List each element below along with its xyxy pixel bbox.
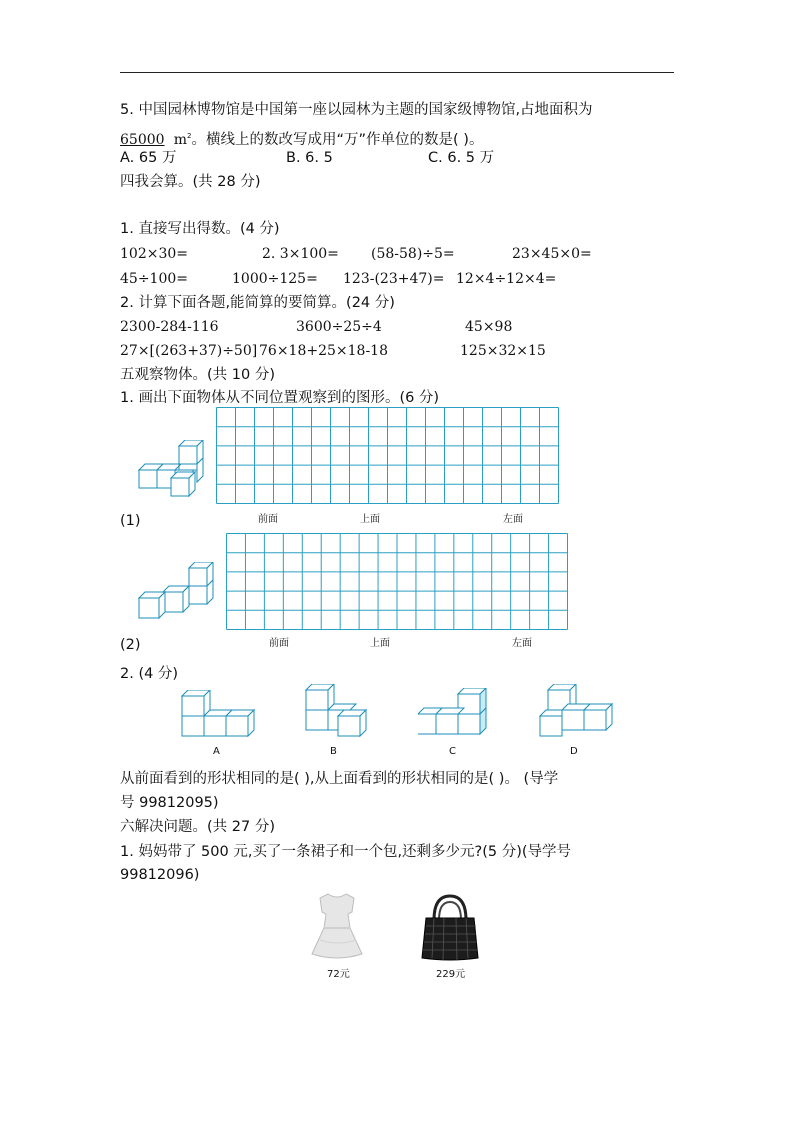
label-left-2: 左面	[512, 638, 532, 649]
area-exponent: 2	[187, 132, 192, 140]
option-label-c: C	[449, 746, 456, 757]
option-label-d: D	[570, 746, 578, 757]
dress-image	[310, 892, 364, 962]
label-left-1: 左面	[503, 514, 523, 525]
sec6-q1-text-1: 1. 妈妈带了 500 元,买了一条裙子和一个包,还剩多少元?(5 分)(导学号	[120, 844, 572, 860]
handbag-image	[420, 894, 480, 962]
part-1-label: (1)	[120, 513, 141, 529]
calc-item: 2. 3×100=	[262, 246, 339, 262]
sec6-q1-text-2: 99812096)	[120, 867, 200, 883]
label-front-1: 前面	[258, 514, 278, 525]
q5-option-a: A. 65 万	[120, 150, 177, 166]
sec5-q2-text-2: 号 99812095)	[120, 795, 219, 811]
sec5-q2-text-1: 从前面看到的形状相同的是( ),从上面看到的形状相同的是( )。 (导学	[120, 771, 559, 787]
calc-item: 76×18+25×18-18	[259, 343, 388, 359]
calc-item: 3600÷25÷4	[296, 319, 382, 335]
sec4-q1-title: 1. 直接写出得数。(4 分)	[120, 221, 280, 237]
cube-figure-2	[136, 562, 216, 622]
q5-option-c: C. 6. 5 万	[428, 150, 495, 166]
calc-item: 123-(23+47)=	[343, 271, 445, 287]
price-bag: 229元	[436, 969, 466, 980]
section5-title: 五观察物体。(共 10 分)	[120, 367, 275, 383]
price-dress: 72元	[327, 969, 350, 980]
calc-item: (58-58)÷5=	[371, 246, 455, 262]
option-figure-a	[178, 690, 258, 740]
calc-item: 102×30=	[120, 246, 188, 262]
option-figure-c	[418, 688, 496, 740]
option-figure-b	[302, 684, 374, 740]
calc-item: 1000÷125=	[232, 271, 318, 287]
label-front-2: 前面	[269, 638, 289, 649]
label-top-1: 上面	[360, 514, 380, 525]
section6-title: 六解决问题。(共 27 分)	[120, 819, 275, 835]
section4-title: 四我会算。(共 28 分)	[120, 174, 261, 190]
calc-item: 23×45×0=	[512, 246, 592, 262]
area-number: 65000	[120, 131, 165, 148]
calc-item: 125×32×15	[460, 343, 546, 359]
calc-item: 45×98	[465, 319, 513, 335]
q5-option-b: B. 6. 5	[286, 150, 333, 166]
option-label-b: B	[330, 746, 337, 757]
sec5-q2-title: 2. (4 分)	[120, 666, 179, 682]
q5-line2-rest: 。横线上的数改写成用“万”作单位的数是( )。	[191, 131, 484, 148]
area-unit: m	[173, 131, 188, 148]
cube-figure-1	[136, 440, 206, 498]
q5-line2	[120, 127, 483, 149]
calc-item: 12×4÷12×4=	[456, 271, 557, 287]
sec5-q1-title: 1. 画出下面物体从不同位置观察到的图形。(6 分)	[120, 390, 440, 406]
calc-item: 45÷100=	[120, 271, 188, 287]
calc-item: 2300-284-116	[120, 319, 219, 335]
drawing-grid-2	[226, 533, 568, 630]
label-top-2: 上面	[370, 638, 390, 649]
sec4-q2-title: 2. 计算下面各题,能简算的要简算。(24 分)	[120, 295, 395, 311]
top-rule	[120, 72, 674, 73]
calc-item: 27×[(263+37)÷50]	[120, 343, 258, 359]
option-label-a: A	[213, 746, 220, 757]
option-figure-d	[536, 684, 614, 740]
part-2-label: (2)	[120, 637, 141, 653]
drawing-grid-1	[216, 407, 559, 504]
q5-line1: 5. 中国园林博物馆是中国第一座以园林为主题的国家级博物馆,占地面积为	[120, 102, 593, 118]
